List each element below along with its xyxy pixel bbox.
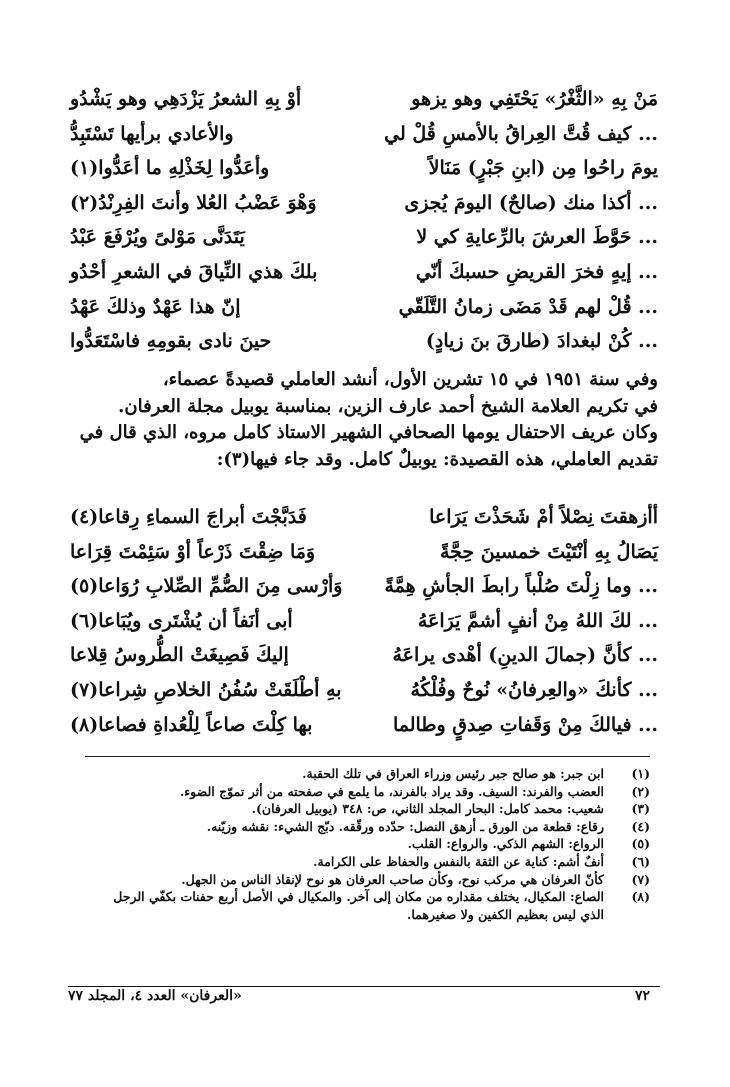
footer-divider xyxy=(68,986,660,987)
verse-second-hemistich: وأعَدُّوا لِخَذْلِهِ ما أعَدُّوا(١) xyxy=(70,157,270,180)
verse-second-hemistich: بها كِلْتَ صاعاً لِلْعُداةِ فصاعا(٨) xyxy=(70,713,313,736)
footnote-text: شعيب: محمد كامل: البحار المجلد الثاني، ص: ٣٤٨ (يوبيل العرفان). xyxy=(251,801,604,817)
verse-first-hemistich: ... فيالكَ مِنْ وَقَفاتِ صِدقٍ وطالما xyxy=(392,713,658,736)
footnotes xyxy=(68,765,650,923)
verse-line xyxy=(70,537,658,572)
verse-line xyxy=(70,571,658,606)
footnote-text: أنفٌ أشم: كناية عن الثقة بالنفس والحفاظ على الكرامة. xyxy=(313,853,604,869)
verse-second-hemistich: بلكَ هذي النِّياقَ في الشعرِ أحْدُو xyxy=(70,260,318,283)
verse-first-hemistich: ... قُلْ لهم قَدْ مَضَى زمانُ التَّلَقّي xyxy=(398,295,658,318)
footnote-text: كأنّ العرفان هي مركب نوح، وكأن صاحب العرفان هو نوح لإنقاذ الناس من الجهل. xyxy=(181,871,604,887)
verse-second-hemistich: وَمَا ضِقْتَ ذَرْعاً أوْ سَئِمْتَ قِرَاعا xyxy=(70,540,316,563)
verse-line xyxy=(70,188,658,223)
footnote-number: (٧) xyxy=(631,871,650,887)
verse-line xyxy=(70,222,658,257)
verse-first-hemistich: ... كأنَّ (جمالَ الدينِ) أهْدى يراعَهُ xyxy=(392,644,658,667)
verse-second-hemistich: إنّ هذا عَهْدٌ وذلكَ عَهْدُ xyxy=(70,295,241,318)
journal-issue: «العرفان» العدد ٤، المجلد ٧٧ xyxy=(68,988,242,1004)
verse-line xyxy=(70,257,658,292)
footnote-text: الذي ليس بعظيم الكفين ولا صغيرهما. xyxy=(406,906,604,922)
footnote-text: العضب والفرند: السيف. وقد يراد بالفرند، ما يلمع في صفحته من أثر تموّج الضوء. xyxy=(179,783,604,799)
verse-first-hemistich: ... لكَ اللهُ مِنْ أنفٍ أشمَّ يَرَاعَهُ xyxy=(417,609,658,632)
verse-line xyxy=(70,640,658,675)
verse-first-hemistich: ... أكذا منك (صالحٌ) اليومَ يُجزى xyxy=(404,191,658,214)
verse-line xyxy=(70,119,658,154)
footnote-number: (٢) xyxy=(631,783,650,799)
footnote-number: (٨) xyxy=(631,889,650,905)
verse-second-hemistich: وَهْوَ عَضْبُ العُلا وأنتَ الفِرِنْدُ(٢) xyxy=(70,191,317,214)
verse-second-hemistich: بهِ أطْلَقَتْ سُفُنُ الخلاصِ شِراعا(٧) xyxy=(70,678,342,701)
footnote xyxy=(68,888,650,906)
verse-line xyxy=(70,84,658,119)
prose-line: في تكريم العلامة الشيخ أحمد عارف الزين، بمناسبة يوبيل مجلة العرفان. xyxy=(118,395,658,417)
verse-first-hemistich: أأزهقتَ نِصْلاً أمْ شَحَذْتَ يَرَاعا xyxy=(429,506,658,528)
footnote-number: (١) xyxy=(631,766,650,781)
page-number: ٧٢ xyxy=(634,988,650,1004)
verse-first-hemistich: يومَ راحُوا مِن (ابنِ جَبْرٍ) مَنَالاً xyxy=(428,157,658,180)
verse-line xyxy=(70,326,658,361)
poem-block-two xyxy=(70,502,658,744)
verse-line xyxy=(70,675,658,710)
verse-second-hemistich: حينَ نادى بقومِهِ فاسْتَعَدُّوا xyxy=(70,330,272,353)
footnote xyxy=(68,800,650,818)
poem-block-one xyxy=(70,84,658,361)
verse-line xyxy=(70,292,658,327)
footnote-text: ابن جبر: هو صالح جبر رئيس وزراء العراق في تلك الحقبة. xyxy=(302,766,604,781)
verse-second-hemistich: يَتَدَنَّى مَوْلىً ويُرْفَعَ عَبْدُ xyxy=(70,226,245,249)
footnote-divider xyxy=(85,756,650,757)
verse-second-hemistich: أبى أنَفاً أن يُشْتَرى ويُبَاعا(٦) xyxy=(70,609,293,632)
footnote xyxy=(68,818,650,836)
verse-first-hemistich: ... حَوَّطَ العرشَ بالرِّعايةِ كي لا xyxy=(416,226,658,249)
page-footer xyxy=(68,988,660,1008)
verse-first-hemistich: ... كأنكَ «والعِرفانُ» نُوحٌ وفُلْكُهُ xyxy=(410,678,658,701)
footnote-number xyxy=(604,906,650,924)
footnote xyxy=(68,783,650,801)
prose-paragraph xyxy=(70,367,658,473)
footnote xyxy=(68,871,650,889)
verse-line xyxy=(70,502,658,537)
footnote xyxy=(68,765,650,783)
verse-first-hemistich: ... كيف قُتَّ العِراقُ بالأمسِ قُلْ لي xyxy=(384,122,658,145)
footnote xyxy=(68,835,650,853)
verse-first-hemistich: مَنْ بِهِ «الثَّغْرُ» يَحْتَفِي وهو يزهو xyxy=(411,88,658,110)
footnote-number: (٤) xyxy=(631,818,650,834)
verse-second-hemistich: أوْ بِهِ الشعرُ يَزْدَهِي وهو يَشْدُو xyxy=(70,88,302,110)
verse-line xyxy=(70,606,658,641)
prose-line: وكان عريف الاحتفال يومها الصحافي الشهير الاستاذ كامل مروه، الذي قال في xyxy=(79,422,658,443)
footnote-number: (٣) xyxy=(631,801,650,817)
footnote-continuation xyxy=(68,906,650,924)
verse-first-hemistich: ... وما زِلْتَ صُلْباً رابطَ الجأشِ هِمَّةً xyxy=(384,575,658,598)
footnote-text: رقاع: قطعة من الورق ـ أزهق النصل: حدّده ورقّقه. دبّج الشيء: نقشه وزيّنه. xyxy=(206,818,604,834)
footnote-text: الصاع: المكيال، يختلف مقداره من مكان إلى آخر. والمكيال في الأصل أربع حفنات بكفّي الرجل xyxy=(113,889,604,905)
verse-first-hemistich: ... كُنْ لبغدادَ (طارقَ بنَ زيادٍ) xyxy=(425,330,658,353)
prose-line: تقديم العاملي، هذه القصيدة: يوبيلٌ كامل. وقد جاء فيها(٣): xyxy=(216,448,658,470)
verse-line xyxy=(70,153,658,188)
verse-first-hemistich: يَصَالُ بِهِ أنْتَيْتَ خمسينَ حِجَّةً xyxy=(439,540,658,563)
footnote-number: (٦) xyxy=(631,853,650,869)
verse-second-hemistich: وَأرْسى مِنَ الصُّمِّ الصِّلابِ رُوَاعا(٥) xyxy=(70,575,343,598)
footnote xyxy=(68,853,650,871)
footnote-text: الرواع: الشهم الذكي. والرواع: القلب. xyxy=(407,836,604,852)
footnote-number: (٥) xyxy=(631,836,650,852)
prose-line: وفي سنة ١٩٥١ في ١٥ تشرين الأول، أنشد العاملي قصيدةً عصماء، xyxy=(162,369,658,390)
verse-second-hemistich: إليكَ فَصِيغَتْ الطُّروسُ قِلاعا xyxy=(70,644,289,667)
verse-second-hemistich: فَدَبَّجْتَ أبراجَ السماءِ رِقاعا(٤) xyxy=(70,506,307,528)
verse-first-hemistich: ... إيهٍ فخرَ القريضِ حسبكَ أنّي xyxy=(415,260,658,283)
verse-line xyxy=(70,710,658,745)
verse-second-hemistich: والأعادي برأيها تَسْتَبِدُّ xyxy=(70,122,234,145)
